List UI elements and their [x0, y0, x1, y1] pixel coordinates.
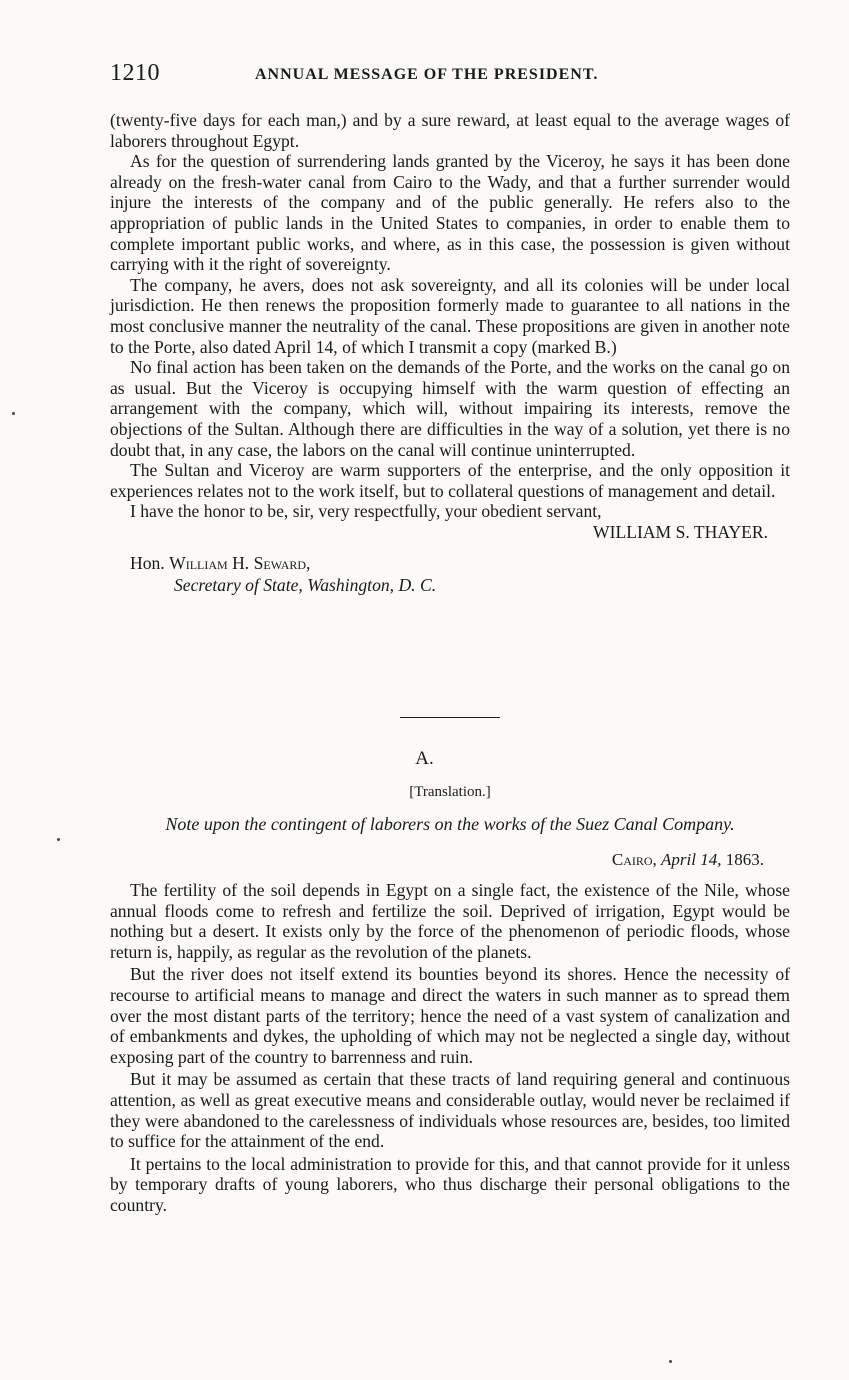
addressee-prefix: Hon. — [130, 552, 165, 573]
addressee-title: Secretary of State, Washington, D. C. — [174, 574, 437, 595]
letter-paragraph: The company, he avers, does not ask sovereignty, and all its colonies will be under local jurisdiction. He then renews the proposition formerly made to guarantee to all nations in the most conclusive manner the neutrality of the canal. These propositions are given in another note to the Porte, also dated April 14, of which I transmit a copy (marked B.) — [110, 274, 790, 357]
section-divider — [400, 717, 500, 718]
note-paragraph: But it may be assumed as certain that these tracts of land requiring general and continuous attention, as well as great executive means and considerable outlay, would never be reclaimed if they were abandoned to the carelessness of individuals whose resources are, besides, too limited to suffice for the attainment of the end. — [110, 1069, 790, 1152]
page-header — [110, 60, 790, 90]
dateline — [612, 850, 764, 870]
dateline-year: 1863. — [725, 850, 764, 869]
note-body — [110, 880, 790, 1218]
note-paragraph: The fertility of the soil depends in Egypt on a single fact, the existence of the Nile, whose annual floods come to refresh and fertilize the soil. Deprived of irrigation, Egypt would be nothing but a desert. It exists only by the force of the phenomenon of periodic floods, whose return is, happily, as regular as the revolution of the planets. — [110, 880, 790, 962]
signature: WILLIAM S. THAYER. — [593, 521, 768, 542]
addressee — [110, 552, 790, 596]
paper-speck — [669, 1360, 672, 1363]
dateline-place: Cairo, — [611, 850, 657, 869]
paper-speck — [12, 412, 15, 415]
addressee-name: William H. Seward, — [169, 552, 311, 573]
letter-paragraph: As for the question of surrendering lands granted by the Viceroy, he says it has been done already on the fresh-water canal from Cairo to the Wady, and that a further surrender would injure the interests of the company and of the public generally. He refers also to the appropriation of public lands in the United States to companies, in order to enable them to complete important public works, and where, as in this case, the possession is given without carrying with it the right of sovereignty. — [110, 151, 790, 275]
note-paragraph: But the river does not itself extend its bounties beyond its shores. Hence the necessity of recourse to artificial means to manage and direct the waters in such manner as to spread them over the most distant parts of the territory; hence the need of a vast system of canalization and of embankments and dykes, the upholding of which may not be neglected a single day, without exposing part of the country to barrenness and ruin. — [110, 964, 790, 1067]
paper-speck — [57, 838, 60, 841]
dateline-month-day: April 14, — [661, 850, 722, 869]
letter-body — [110, 110, 790, 596]
closing-line: I have the honor to be, sir, very respectfully, your obedient servant, — [130, 501, 602, 522]
enclosure-letter: A. — [415, 748, 434, 769]
letter-paragraph: No final action has been taken on the demands of the Porte, and the works on the canal go on as usual. But the Viceroy is occupying himself with the warm question of effecting an arrangement with the company, which will, without impairing its interests, remove the objections of the Sultan. Although there are difficulties in the way of a solution, yet there is no doubt that, in any case, the labors on the canal will continue uninterrupted. — [110, 357, 790, 460]
letter-paragraph: The Sultan and Viceroy are warm supporters of the enterprise, and the only opposition it experiences relates not to the work itself, but to collateral questions of management and detail. — [110, 460, 790, 501]
addressee-line — [130, 552, 790, 574]
letter-paragraph: (twenty-five days for each man,) and by a sure reward, at least equal to the average wages of laborers throughout Egypt. — [110, 110, 790, 151]
page-number: 1210 — [110, 60, 160, 86]
note-paragraph: It pertains to the local administration to provide for this, and that cannot provide for it unless by temporary drafts of young laborers, who thus discharge their personal obligations to the country. — [110, 1153, 790, 1215]
running-head: ANNUAL MESSAGE OF THE PRESIDENT. — [255, 66, 599, 83]
translation-note: [Translation.] — [409, 784, 491, 800]
note-title: Note upon the contingent of laborers on the works of the Suez Canal Company. — [165, 814, 735, 834]
